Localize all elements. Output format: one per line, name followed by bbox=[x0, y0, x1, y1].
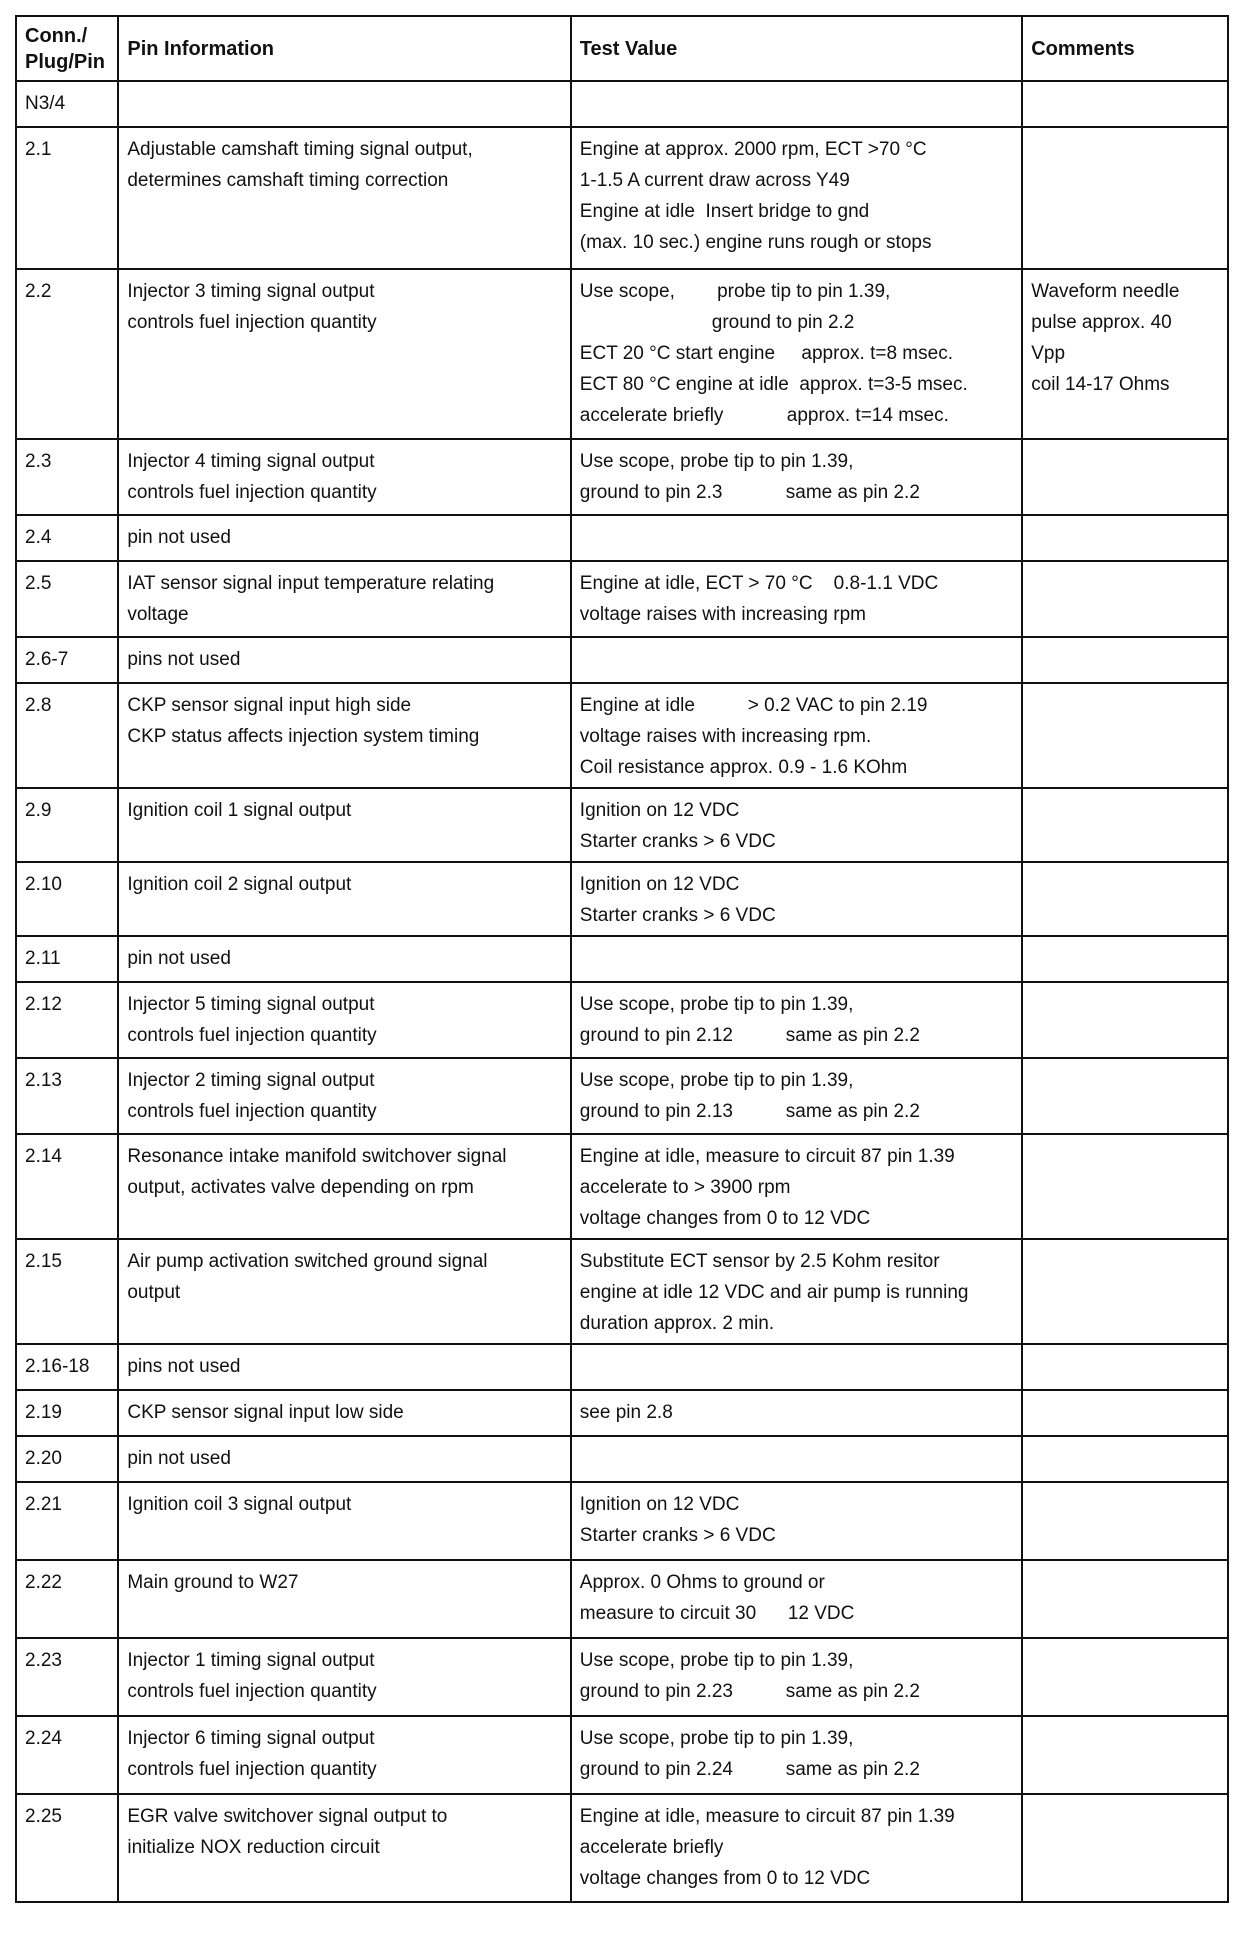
test-value-line: Starter cranks > 6 VDC bbox=[579, 831, 776, 852]
test-value-line: engine at idle 12 VDC and air pump is running bbox=[579, 1282, 969, 1303]
comments-cell bbox=[1022, 439, 1228, 515]
pin-information-cell bbox=[118, 127, 570, 269]
pin-information-cell bbox=[118, 1638, 570, 1716]
pin-information-line: pin not used bbox=[127, 1448, 231, 1469]
test-value-cell bbox=[571, 515, 1022, 561]
pin-information-line: Ignition coil 3 signal output bbox=[127, 1494, 352, 1515]
pin-information-line: Injector 5 timing signal output bbox=[127, 994, 375, 1015]
pin-information-cell bbox=[118, 1134, 570, 1239]
test-value-cell bbox=[571, 269, 1022, 439]
comments-cell bbox=[1022, 788, 1228, 862]
table-row bbox=[16, 1436, 1228, 1482]
pin-cell: 2.6-7 bbox=[16, 637, 118, 683]
test-value-line: Coil resistance approx. 0.9 - 1.6 KOhm bbox=[579, 757, 908, 778]
test-value-line: accelerate briefly bbox=[579, 1837, 724, 1858]
test-value-cell bbox=[571, 1436, 1022, 1482]
test-value-line: Ignition on 12 VDC bbox=[579, 800, 740, 821]
test-value-cell bbox=[571, 1560, 1022, 1638]
comments-cell bbox=[1022, 1716, 1228, 1794]
test-value-line: Engine at idle, measure to circuit 87 pin 1.39 bbox=[579, 1146, 955, 1167]
table-row bbox=[16, 1794, 1228, 1902]
pin-information-line: EGR valve switchover signal output to bbox=[127, 1806, 448, 1827]
table-row bbox=[16, 1239, 1228, 1344]
pin-information-line: Ignition coil 1 signal output bbox=[127, 800, 352, 821]
test-value-line: ground to pin 2.24 same as pin 2.2 bbox=[579, 1759, 920, 1780]
table-row bbox=[16, 127, 1228, 269]
comments-cell bbox=[1022, 561, 1228, 637]
test-value-cell bbox=[571, 936, 1022, 982]
pin-information-cell bbox=[118, 1482, 570, 1560]
test-value-line: ground to pin 2.23 same as pin 2.2 bbox=[579, 1681, 920, 1702]
pin-information-cell bbox=[118, 637, 570, 683]
test-value-line: Use scope, probe tip to pin 1.39, bbox=[579, 1070, 854, 1091]
pin-cell: 2.16-18 bbox=[16, 1344, 118, 1390]
pin-information-line: Injector 4 timing signal output bbox=[127, 451, 375, 472]
test-value-line: Engine at approx. 2000 rpm, ECT >70 °C bbox=[579, 139, 927, 160]
pin-information-line: initialize NOX reduction circuit bbox=[127, 1837, 380, 1858]
pin-cell: 2.3 bbox=[16, 439, 118, 515]
pin-information-cell bbox=[118, 81, 570, 127]
pin-information-line: controls fuel injection quantity bbox=[127, 1025, 377, 1046]
test-value-line: duration approx. 2 min. bbox=[579, 1313, 775, 1334]
table-row bbox=[16, 1134, 1228, 1239]
pin-information-cell bbox=[118, 862, 570, 936]
test-value-line: Starter cranks > 6 VDC bbox=[579, 905, 776, 926]
test-value-line: voltage raises with increasing rpm. bbox=[579, 726, 872, 747]
pin-cell: 2.19 bbox=[16, 1390, 118, 1436]
header-row bbox=[16, 16, 1228, 81]
pin-cell: 2.21 bbox=[16, 1482, 118, 1560]
table-row bbox=[16, 1560, 1228, 1638]
test-value-line: Starter cranks > 6 VDC bbox=[579, 1525, 776, 1546]
table-row bbox=[16, 862, 1228, 936]
table-row bbox=[16, 269, 1228, 439]
pin-information-line: CKP status affects injection system timing bbox=[127, 726, 480, 747]
comments-cell bbox=[1022, 683, 1228, 788]
test-value-cell bbox=[571, 1716, 1022, 1794]
test-value-line: ground to pin 2.13 same as pin 2.2 bbox=[579, 1101, 920, 1122]
pin-cell: N3/4 bbox=[16, 81, 118, 127]
pin-information-line: Injector 2 timing signal output bbox=[127, 1070, 375, 1091]
comments-cell bbox=[1022, 1134, 1228, 1239]
test-value-cell bbox=[571, 1344, 1022, 1390]
pin-cell: 2.25 bbox=[16, 1794, 118, 1902]
pin-test-table-sheet bbox=[15, 15, 1229, 1903]
pin-information-cell bbox=[118, 1058, 570, 1134]
test-value-cell bbox=[571, 561, 1022, 637]
test-value-line: ground to pin 2.2 bbox=[579, 312, 855, 333]
comments-cell bbox=[1022, 1390, 1228, 1436]
comments-cell bbox=[1022, 1239, 1228, 1344]
comments-cell bbox=[1022, 515, 1228, 561]
test-value-line: ECT 20 °C start engine approx. t=8 msec. bbox=[579, 343, 953, 364]
test-value-line: (max. 10 sec.) engine runs rough or stops bbox=[579, 232, 932, 253]
test-value-cell bbox=[571, 1390, 1022, 1436]
pin-information-cell bbox=[118, 515, 570, 561]
test-value-line: Engine at idle, measure to circuit 87 pin 1.39 bbox=[579, 1806, 955, 1827]
comments-cell bbox=[1022, 1058, 1228, 1134]
comments-cell bbox=[1022, 862, 1228, 936]
pin-information-line: controls fuel injection quantity bbox=[127, 482, 377, 503]
test-value-line: Engine at idle, ECT > 70 °C 0.8-1.1 VDC bbox=[579, 573, 939, 594]
comments-cell bbox=[1022, 1436, 1228, 1482]
pin-cell: 2.23 bbox=[16, 1638, 118, 1716]
pin-information-line: pin not used bbox=[127, 948, 231, 969]
comments-cell bbox=[1022, 637, 1228, 683]
table-row bbox=[16, 788, 1228, 862]
pin-information-line: Injector 3 timing signal output bbox=[127, 281, 375, 302]
table-row bbox=[16, 439, 1228, 515]
pin-information-line: pins not used bbox=[127, 1356, 241, 1377]
pin-information-cell bbox=[118, 1436, 570, 1482]
test-value-cell bbox=[571, 862, 1022, 936]
test-value-line: 1-1.5 A current draw across Y49 bbox=[579, 170, 850, 191]
pin-information-cell bbox=[118, 1239, 570, 1344]
table-row bbox=[16, 637, 1228, 683]
comments-cell bbox=[1022, 1344, 1228, 1390]
test-value-cell bbox=[571, 127, 1022, 269]
test-value-line: Engine at idle Insert bridge to gnd bbox=[579, 201, 870, 222]
test-value-cell bbox=[571, 982, 1022, 1058]
pin-information-line: Injector 6 timing signal output bbox=[127, 1728, 375, 1749]
test-value-line: Use scope, probe tip to pin 1.39, bbox=[579, 281, 891, 302]
comments-line: coil 14-17 Ohms bbox=[1031, 374, 1170, 395]
test-value-cell bbox=[571, 81, 1022, 127]
header-conn-plug-pin bbox=[16, 16, 118, 81]
comments-cell bbox=[1022, 1794, 1228, 1902]
test-value-line: Ignition on 12 VDC bbox=[579, 874, 740, 895]
test-value-cell bbox=[571, 1239, 1022, 1344]
pin-information-line: CKP sensor signal input high side bbox=[127, 695, 412, 716]
pin-information-cell bbox=[118, 1716, 570, 1794]
pin-cell: 2.13 bbox=[16, 1058, 118, 1134]
pin-information-cell bbox=[118, 1560, 570, 1638]
pin-information-line: Resonance intake manifold switchover signal bbox=[127, 1146, 507, 1167]
table-row bbox=[16, 1716, 1228, 1794]
test-value-line: voltage changes from 0 to 12 VDC bbox=[579, 1868, 871, 1889]
table-row bbox=[16, 683, 1228, 788]
pin-cell: 2.1 bbox=[16, 127, 118, 269]
test-value-line: accelerate to > 3900 rpm bbox=[579, 1177, 791, 1198]
table-row bbox=[16, 1344, 1228, 1390]
pin-information-line: pins not used bbox=[127, 649, 241, 670]
test-value-cell bbox=[571, 1058, 1022, 1134]
pin-cell: 2.15 bbox=[16, 1239, 118, 1344]
pin-information-cell bbox=[118, 439, 570, 515]
pin-information-line: controls fuel injection quantity bbox=[127, 312, 377, 333]
header-test-value: Test Value bbox=[571, 16, 1022, 81]
test-value-line: Engine at idle > 0.2 VAC to pin 2.19 bbox=[579, 695, 928, 716]
test-value-cell bbox=[571, 637, 1022, 683]
pin-information-cell bbox=[118, 788, 570, 862]
test-value-line: see pin 2.8 bbox=[579, 1402, 673, 1423]
pin-cell: 2.11 bbox=[16, 936, 118, 982]
pin-cell: 2.24 bbox=[16, 1716, 118, 1794]
test-value-line: Use scope, probe tip to pin 1.39, bbox=[579, 451, 854, 472]
test-value-cell bbox=[571, 1794, 1022, 1902]
pin-cell: 2.22 bbox=[16, 1560, 118, 1638]
pin-information-line: voltage bbox=[127, 604, 189, 625]
test-value-cell bbox=[571, 1482, 1022, 1560]
pin-cell: 2.9 bbox=[16, 788, 118, 862]
table-row bbox=[16, 1390, 1228, 1436]
test-value-line: Use scope, probe tip to pin 1.39, bbox=[579, 994, 854, 1015]
comments-cell bbox=[1022, 1560, 1228, 1638]
pin-information-line: controls fuel injection quantity bbox=[127, 1681, 377, 1702]
pin-information-line: determines camshaft timing correction bbox=[127, 170, 449, 191]
table-row bbox=[16, 1482, 1228, 1560]
pin-cell: 2.20 bbox=[16, 1436, 118, 1482]
comments-cell bbox=[1022, 81, 1228, 127]
pin-information-line: output bbox=[127, 1282, 181, 1303]
pin-information-cell bbox=[118, 269, 570, 439]
test-value-cell bbox=[571, 1134, 1022, 1239]
pin-information-cell bbox=[118, 1390, 570, 1436]
test-value-line: Substitute ECT sensor by 2.5 Kohm resitor bbox=[579, 1251, 940, 1272]
pin-information-cell bbox=[118, 683, 570, 788]
pin-information-cell bbox=[118, 1794, 570, 1902]
comments-cell bbox=[1022, 269, 1228, 439]
test-value-cell bbox=[571, 1638, 1022, 1716]
header-comments: Comments bbox=[1022, 16, 1228, 81]
comments-cell bbox=[1022, 127, 1228, 269]
pin-cell: 2.12 bbox=[16, 982, 118, 1058]
pin-information-cell bbox=[118, 1344, 570, 1390]
test-value-cell bbox=[571, 439, 1022, 515]
pin-cell: 2.8 bbox=[16, 683, 118, 788]
test-value-line: voltage raises with increasing rpm bbox=[579, 604, 866, 625]
pin-information-line: output, activates valve depending on rpm bbox=[127, 1177, 474, 1198]
comments-line: pulse approx. 40 bbox=[1031, 312, 1172, 333]
comments-cell bbox=[1022, 936, 1228, 982]
pin-information-line: controls fuel injection quantity bbox=[127, 1759, 377, 1780]
pin-information-cell bbox=[118, 561, 570, 637]
pin-information-cell bbox=[118, 936, 570, 982]
comments-line: Vpp bbox=[1031, 343, 1066, 364]
pin-information-line: Air pump activation switched ground signal bbox=[127, 1251, 488, 1272]
test-value-cell bbox=[571, 788, 1022, 862]
test-value-line: ground to pin 2.12 same as pin 2.2 bbox=[579, 1025, 920, 1046]
table-row bbox=[16, 561, 1228, 637]
pin-information-line: Adjustable camshaft timing signal output, bbox=[127, 139, 473, 160]
pin-cell: 2.2 bbox=[16, 269, 118, 439]
header-pin-information: Pin Information bbox=[118, 16, 570, 81]
table-row bbox=[16, 1638, 1228, 1716]
pin-cell: 2.5 bbox=[16, 561, 118, 637]
pin-cell: 2.4 bbox=[16, 515, 118, 561]
header-conn-line-2: Plug/Pin bbox=[25, 50, 105, 73]
comments-cell bbox=[1022, 982, 1228, 1058]
pin-information-line: CKP sensor signal input low side bbox=[127, 1402, 404, 1423]
test-value-line: accelerate briefly approx. t=14 msec. bbox=[579, 405, 949, 426]
pin-cell: 2.10 bbox=[16, 862, 118, 936]
test-value-line: ground to pin 2.3 same as pin 2.2 bbox=[579, 482, 920, 503]
test-value-line: voltage changes from 0 to 12 VDC bbox=[579, 1208, 871, 1229]
comments-line: Waveform needle bbox=[1031, 281, 1180, 302]
pin-information-line: Ignition coil 2 signal output bbox=[127, 874, 352, 895]
test-value-line: Ignition on 12 VDC bbox=[579, 1494, 740, 1515]
test-value-cell bbox=[571, 683, 1022, 788]
comments-cell bbox=[1022, 1482, 1228, 1560]
pin-information-line: Main ground to W27 bbox=[127, 1572, 299, 1593]
table-row bbox=[16, 936, 1228, 982]
table-row bbox=[16, 515, 1228, 561]
test-value-line: Use scope, probe tip to pin 1.39, bbox=[579, 1728, 854, 1749]
table-body bbox=[16, 81, 1228, 1902]
table-row bbox=[16, 1058, 1228, 1134]
header-conn-line-1: Conn./ bbox=[25, 24, 88, 47]
pin-information-line: pin not used bbox=[127, 527, 231, 548]
test-value-line: measure to circuit 30 12 VDC bbox=[579, 1603, 855, 1624]
pin-test-table bbox=[15, 15, 1229, 1903]
test-value-line: Approx. 0 Ohms to ground or bbox=[579, 1572, 825, 1593]
pin-information-line: IAT sensor signal input temperature relating bbox=[127, 573, 495, 594]
pin-cell: 2.14 bbox=[16, 1134, 118, 1239]
test-value-line: Use scope, probe tip to pin 1.39, bbox=[579, 1650, 854, 1671]
pin-information-line: Injector 1 timing signal output bbox=[127, 1650, 375, 1671]
comments-cell bbox=[1022, 1638, 1228, 1716]
test-value-line: ECT 80 °C engine at idle approx. t=3-5 msec. bbox=[579, 374, 968, 395]
pin-information-line: controls fuel injection quantity bbox=[127, 1101, 377, 1122]
pin-information-cell bbox=[118, 982, 570, 1058]
table-row bbox=[16, 81, 1228, 127]
table-row bbox=[16, 982, 1228, 1058]
